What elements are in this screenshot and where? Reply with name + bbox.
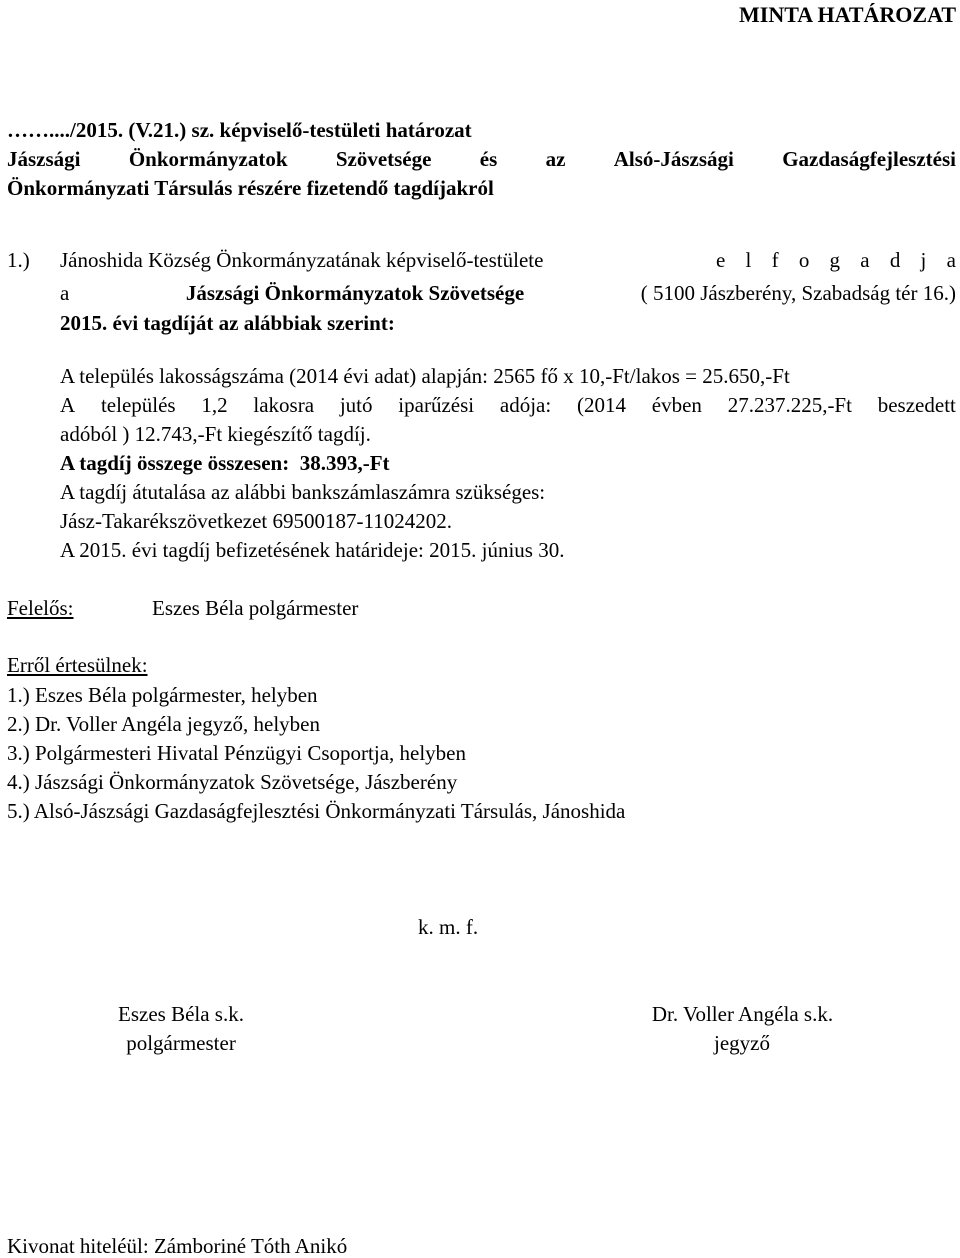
notify-list-item: 3.) Polgármesteri Hivatal Pénzügyi Csoportja, helyben: [7, 741, 466, 765]
responsible-value: Eszes Béla polgármester: [152, 596, 359, 620]
fee-word: (2014: [576, 393, 626, 417]
title-word: Önkormányzatok: [128, 147, 288, 171]
fee-word: A: [60, 393, 76, 417]
signature-right-role: jegyző: [714, 1031, 770, 1055]
fee-word: jutó: [339, 393, 373, 417]
kmf-mark: k. m. f.: [418, 915, 479, 939]
spaced-letter: e: [716, 248, 726, 272]
signature-right-name: Dr. Voller Angéla s.k.: [651, 1002, 834, 1026]
certified-extract-line: Kivonat hiteléül: Zámboriné Tóth Anikó: [7, 1234, 348, 1258]
fee-deadline-line: A 2015. évi tagdíj befizetésének határideje: 2015. június 30.: [60, 538, 565, 562]
fee-word: évben: [651, 393, 702, 417]
title-word: Alsó-Jászsági: [613, 147, 734, 171]
spaced-letter: j: [920, 248, 927, 272]
spaced-letter: o: [798, 248, 810, 272]
notify-list-item: 4.) Jászsági Önkormányzatok Szövetsége, Jászberény: [7, 770, 458, 794]
decision-elfogadja-spaced: [716, 250, 956, 271]
spaced-letter: g: [829, 248, 841, 272]
fee-total-line: A tagdíj összege összesen: 38.393,-Ft: [60, 451, 390, 475]
signature-left-role: polgármester: [126, 1031, 236, 1055]
decision-line3: 2015. évi tagdíját az alábbiak szerint:: [60, 311, 395, 335]
decision-line1-text: Jánoshida Község Önkormányzatának képviselő-testülete: [60, 248, 544, 272]
notify-list-item: 1.) Eszes Béla polgármester, helyben: [7, 683, 318, 707]
decision-line2-article: a: [60, 281, 70, 305]
fee-word: lakosra: [253, 393, 315, 417]
fee-business-tax-line: [60, 395, 956, 416]
spaced-letter: l: [745, 248, 752, 272]
fee-word: beszedett: [877, 393, 956, 417]
fee-bank-account-line: Jász-Takarékszövetkezet 69500187-11024202.: [60, 509, 452, 533]
fee-word: 1,2: [201, 393, 228, 417]
notify-list-item: 5.) Alsó-Jászsági Gazdaságfejlesztési Önkormányzati Társulás, Jánoshida: [7, 799, 626, 823]
fee-word: iparűzési: [398, 393, 475, 417]
decision-number: 1.): [7, 248, 30, 272]
spaced-letter: a: [946, 248, 956, 272]
fee-supplement-line: adóból ) 12.743,-Ft kiegészítő tagdíj.: [60, 422, 371, 446]
spaced-letter: a: [860, 248, 870, 272]
fee-word: adója:: [499, 393, 552, 417]
title-word: az: [545, 147, 566, 171]
fee-word: 27.237.225,-Ft: [727, 393, 852, 417]
fee-word: település: [100, 393, 176, 417]
title-word: Jászsági: [7, 147, 81, 171]
title-word: és: [479, 147, 498, 171]
title-word: Szövetsége: [335, 147, 432, 171]
decision-line2-organization: Jászsági Önkormányzatok Szövetsége: [185, 281, 525, 305]
document-header-title: MINTA HATÁROZAT: [739, 2, 956, 27]
decision-line2-address: ( 5100 Jászberény, Szabadság tér 16.): [640, 281, 956, 305]
resolution-title-line2: [7, 149, 956, 170]
notify-list-item: 2.) Dr. Voller Angéla jegyző, helyben: [7, 712, 320, 736]
signature-left-name: Eszes Béla s.k.: [118, 1002, 244, 1026]
resolution-number-line: ……..../2015. (V.21.) sz. képviselő-testületi határozat: [7, 118, 472, 142]
title-word: Gazdaságfejlesztési: [782, 147, 956, 171]
fee-transfer-line: A tagdíj átutalása az alábbi bankszámlaszámra szükséges:: [60, 480, 546, 504]
spaced-letter: f: [771, 248, 779, 272]
notify-label: Erről értesülnek:: [7, 653, 148, 677]
resolution-title-line3: Önkormányzati Társulás részére fizetendő tagdíjakról: [7, 176, 494, 200]
fee-population-line: A település lakosságszáma (2014 évi adat) alapján: 2565 fő x 10,-Ft/lakos = 25.650,-Ft: [60, 364, 790, 388]
decision-line2: [60, 283, 956, 304]
spaced-letter: d: [889, 248, 901, 272]
responsible-label: Felelős:: [7, 596, 74, 620]
